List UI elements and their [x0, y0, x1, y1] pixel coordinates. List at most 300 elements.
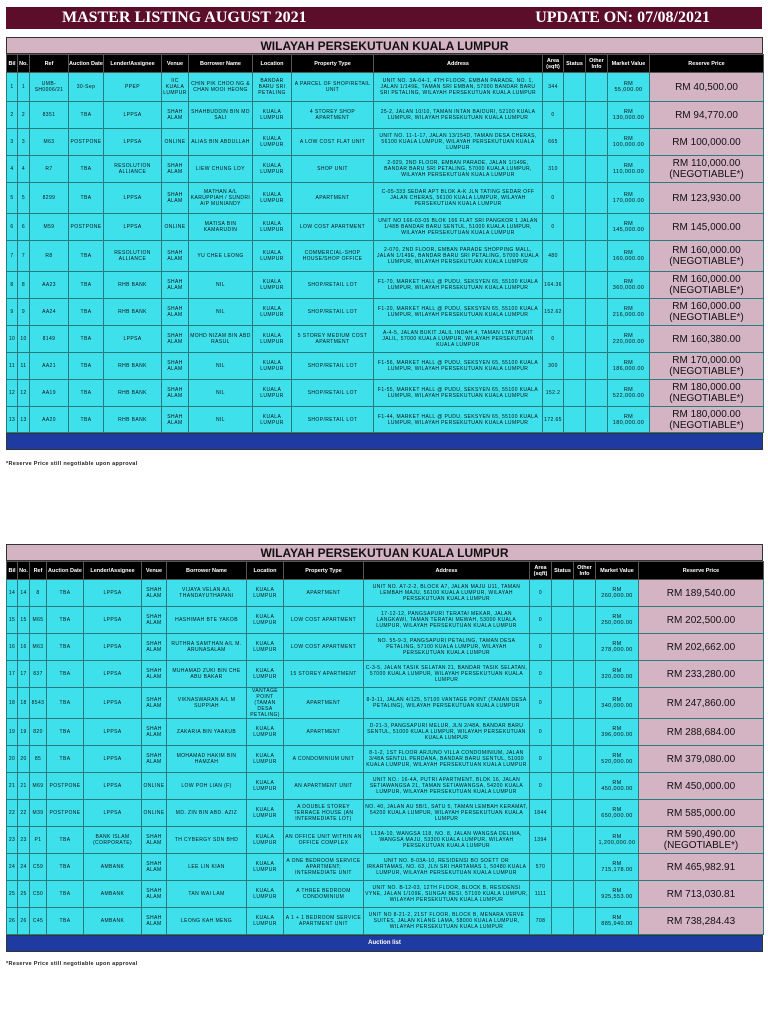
status-cell: [564, 241, 586, 272]
section-title: WILAYAH PERSEKUTUAN KUALA LUMPUR: [6, 544, 763, 561]
borrower-cell: SHAHBUDDIN BIN MD SALI: [189, 102, 253, 129]
table-row: [7, 800, 764, 827]
property-type-cell: A 1 + 1 BEDROOM SERVICE APARTMENT UNIT: [284, 908, 364, 935]
column-header: Address: [364, 562, 530, 580]
other-info-cell: [586, 380, 608, 407]
column-header: Property Type: [284, 562, 364, 580]
lender-cell: RHB BANK: [104, 299, 162, 326]
lender-cell: LPPSA: [104, 214, 162, 241]
borrower-cell: CHIN PIK CHOO NG & CHAN MOOI HEONG: [189, 73, 253, 102]
column-header: Ref: [30, 562, 47, 580]
ref-cell: R7: [30, 156, 69, 183]
table-row: [7, 156, 764, 183]
status-cell: [552, 634, 574, 661]
auction-date-cell: TBA: [69, 407, 104, 433]
column-header: Ref: [30, 55, 69, 73]
column-header: Borrower Name: [189, 55, 253, 73]
table-row: [7, 908, 764, 935]
area-cell: 1394: [530, 827, 552, 854]
venue-cell: SHAH ALAM: [142, 580, 167, 607]
market-value-cell: RM 650,000.00: [596, 800, 639, 827]
venue-cell: ONLINE: [142, 800, 167, 827]
market-value-cell: RM 160,000.00: [608, 241, 650, 272]
no-cell: 8: [18, 272, 30, 299]
venue-cell: ONLINE: [142, 773, 167, 800]
location-cell: KUALA LUMPUR: [247, 580, 284, 607]
property-type-cell: A ONE BEDROOM SERVICE APARTMENT; INTERMEDIATE UNIT: [284, 854, 364, 881]
status-cell: [564, 214, 586, 241]
location-cell: KUALA LUMPUR: [247, 746, 284, 773]
ref-cell: M39: [30, 800, 47, 827]
reserve-price-cell: RM 170,000.00 (NEGOTIABLE*): [650, 353, 764, 380]
other-info-cell: [586, 272, 608, 299]
status-cell: [564, 102, 586, 129]
no-cell: 25: [18, 881, 30, 908]
auction-date-cell: TBA: [69, 156, 104, 183]
area-cell: 152.62: [543, 299, 564, 326]
market-value-cell: RM 180,000.00: [608, 407, 650, 433]
table-row: [7, 746, 764, 773]
reserve-price-note: *Reserve Price still negotiable upon approval: [6, 961, 138, 967]
update-date: UPDATE ON: 07/08/2021: [535, 9, 710, 26]
lender-cell: BANK ISLAM (CORPORATE): [84, 827, 142, 854]
bil-cell: 11: [7, 353, 18, 380]
reserve-price-cell: RM 100,000.00: [650, 129, 764, 156]
venue-cell: SHAH ALAM: [162, 241, 189, 272]
address-cell: 25-2, JALAN 10/10, TAMAN INTAN BAIDURI, 52100 KUALA LUMPUR, WILAYAH PERSEKUTUAN KUALA LUMPUR: [374, 102, 543, 129]
borrower-cell: TH CYBERGY SDN BHD: [167, 827, 247, 854]
location-cell: KUALA LUMPUR: [253, 156, 292, 183]
borrower-cell: NIL: [189, 353, 253, 380]
reserve-price-cell: RM 585,000.00: [639, 800, 764, 827]
table-row: [7, 607, 764, 634]
property-type-cell: SHOP UNIT: [292, 156, 374, 183]
location-cell: KUALA LUMPUR: [247, 908, 284, 935]
property-type-cell: APARTMENT: [284, 719, 364, 746]
column-header: Auction Date: [69, 55, 104, 73]
area-cell: 0: [530, 634, 552, 661]
borrower-cell: LIEW CHUNG LOY: [189, 156, 253, 183]
venue-cell: SHAH ALAM: [162, 380, 189, 407]
area-cell: 0: [530, 688, 552, 719]
ref-cell: AA21: [30, 353, 69, 380]
auction-date-cell: TBA: [69, 299, 104, 326]
bil-cell: 14: [7, 580, 18, 607]
other-info-cell: [586, 299, 608, 326]
table-row: [7, 881, 764, 908]
reserve-price-cell: RM 233,280.00: [639, 661, 764, 688]
market-value-cell: RM 520,000.00: [596, 746, 639, 773]
auction-date-cell: TBA: [69, 353, 104, 380]
address-cell: NO. 55-9-3, PANGSAPURI PETALING, TAMAN DESA PETALING, 57100 KUALA LUMPUR, WILAYAH PERSEKUTUAN KUALA LUMPUR: [364, 634, 530, 661]
market-value-cell: RM 278,000.00: [596, 634, 639, 661]
auction-date-cell: TBA: [47, 580, 84, 607]
property-type-cell: SHOP/RETAIL LOT: [292, 272, 374, 299]
listing-table-1: [6, 54, 764, 433]
borrower-cell: MATISA BIN KAMARUDIN: [189, 214, 253, 241]
venue-cell: SHAH ALAM: [162, 183, 189, 214]
other-info-cell: [574, 634, 596, 661]
section-title: WILAYAH PERSEKUTUAN KUALA LUMPUR: [6, 37, 763, 54]
column-header: Reserve Price: [650, 55, 764, 73]
bil-cell: 2: [7, 102, 18, 129]
other-info-cell: [574, 773, 596, 800]
auction-date-cell: TBA: [47, 881, 84, 908]
property-type-cell: AN APARTMENT UNIT: [284, 773, 364, 800]
ref-cell: AA19: [30, 380, 69, 407]
ref-cell: C45: [30, 908, 47, 935]
no-cell: 24: [18, 854, 30, 881]
borrower-cell: LOW POH LIAN (F): [167, 773, 247, 800]
address-cell: F1-70, MARKET HALL @ PUDU, SEKSYEN 65, 55100 KUALA LUMPUR, WILAYAH PERSEKUTUAN KUALA LUMPUR: [374, 272, 543, 299]
reserve-price-cell: RM 379,080.00: [639, 746, 764, 773]
column-header: Market Value: [596, 562, 639, 580]
table-row: [7, 129, 764, 156]
market-value-cell: RM 1,200,000.00: [596, 827, 639, 854]
market-value-cell: RM 250,000.00: [596, 607, 639, 634]
status-cell: [552, 719, 574, 746]
column-header: Bil: [7, 562, 18, 580]
auction-list-bar: Auction list: [6, 935, 763, 952]
location-cell: VANTAGE POINT (TAMAN DESA PETALING): [247, 688, 284, 719]
address-cell: UNIT NO 166-03-05 BLOK 166 FLAT SRI PANGKOR 1 JALAN 1/48B BANDAR BARU SENTUL, 51000 KUALA LUMPUR, WILAYAH PERSEKUTUAN KUALA LUMPUR: [374, 214, 543, 241]
borrower-cell: ZAKARIA BIN YAAKUB: [167, 719, 247, 746]
column-header: Venue: [142, 562, 167, 580]
no-cell: 11: [18, 353, 30, 380]
area-cell: 0: [543, 102, 564, 129]
status-cell: [552, 661, 574, 688]
reserve-price-cell: RM 202,662.00: [639, 634, 764, 661]
borrower-cell: HASHIMAH BTE YAKOB: [167, 607, 247, 634]
table-row: [7, 102, 764, 129]
location-cell: KUALA LUMPUR: [253, 272, 292, 299]
bil-cell: 17: [7, 661, 18, 688]
no-cell: 6: [18, 214, 30, 241]
other-info-cell: [574, 800, 596, 827]
bil-cell: 7: [7, 241, 18, 272]
market-value-cell: RM 885,940.00: [596, 908, 639, 935]
property-type-cell: 15 STOREY APARTMENT: [284, 661, 364, 688]
table-row: [7, 719, 764, 746]
venue-cell: SHAH ALAM: [162, 156, 189, 183]
bil-cell: 12: [7, 380, 18, 407]
other-info-cell: [574, 607, 596, 634]
venue-cell: SHAH ALAM: [162, 407, 189, 433]
address-cell: F1-55, MARKET HALL @ PUDU, SEKSYEN 65, 55100 KUALA LUMPUR, WILAYAH PERSEKUTUAN KUALA LUMPUR: [374, 380, 543, 407]
address-cell: 2-029, 2ND FLOOR, EMBAN PARADE, JALAN 1/149E, BANDAR BARU SRI PETALING, 57000 KUALA LUMPUR, WILAYAH PERSEKUTUAN KUALA LUMPUR: [374, 156, 543, 183]
lender-cell: RHB BANK: [104, 407, 162, 433]
auction-date-cell: 30-Sep: [69, 73, 104, 102]
other-info-cell: [574, 908, 596, 935]
venue-cell: SHAH ALAM: [162, 353, 189, 380]
property-type-cell: SHOP/RETAIL LOT: [292, 299, 374, 326]
location-cell: KUALA LUMPUR: [247, 607, 284, 634]
column-header: Auction Date: [47, 562, 84, 580]
lender-cell: LPPSA: [104, 183, 162, 214]
market-value-cell: RM 216,000.00: [608, 299, 650, 326]
reserve-price-cell: RM 160,000.00 (NEGOTIABLE*): [650, 241, 764, 272]
venue-cell: SHAH ALAM: [162, 326, 189, 353]
property-type-cell: AN OFFICE UNIT WITHIN AN OFFICE COMPLEX: [284, 827, 364, 854]
venue-cell: SHAH ALAM: [142, 688, 167, 719]
venue-cell: IIC KUALA LUMPUR: [162, 73, 189, 102]
ref-cell: AA24: [30, 299, 69, 326]
no-cell: 5: [18, 183, 30, 214]
ref-cell: C59: [30, 854, 47, 881]
lender-cell: PPEP: [104, 73, 162, 102]
column-header: Lender/Assignee: [84, 562, 142, 580]
table-body-2: [7, 580, 764, 935]
bil-cell: 18: [7, 688, 18, 719]
no-cell: 14: [18, 580, 30, 607]
lender-cell: RESOLUTION ALLIANCE: [104, 241, 162, 272]
bil-cell: 21: [7, 773, 18, 800]
venue-cell: SHAH ALAM: [162, 102, 189, 129]
venue-cell: SHAH ALAM: [142, 881, 167, 908]
venue-cell: ONLINE: [162, 129, 189, 156]
bil-cell: 3: [7, 129, 18, 156]
area-cell: 665: [543, 129, 564, 156]
borrower-cell: MATHAN A/L KARUPPIAH / SUNDRI A/P MUNIANDY: [189, 183, 253, 214]
ref-cell: R8: [30, 241, 69, 272]
borrower-cell: VIJAYA VELAN A/L THANDAYUTHAPANI: [167, 580, 247, 607]
no-cell: 7: [18, 241, 30, 272]
address-cell: UNIT NO. 8-03A-10, RESIDENSI BO SOETT OR IRKARTAMAS, NO. 63, JLN SRI HARTAMAS 1, 50480 KUALA LUMPUR, WILAYAH PERSEKUTUAN KUALA LUMPUR: [364, 854, 530, 881]
address-cell: D-21-3, PANGSAPURI MELUR, JLN 2/48A, BANDAR BARU SENTUL, 51000 KUALA LUMPUR, WILAYAH PERSEKUTUAN KUALA LUMPUR: [364, 719, 530, 746]
lender-cell: LPPSA: [84, 580, 142, 607]
no-cell: 4: [18, 156, 30, 183]
auction-date-cell: TBA: [47, 908, 84, 935]
bil-cell: 19: [7, 719, 18, 746]
property-type-cell: SHOP/RETAIL LOT: [292, 380, 374, 407]
auction-date-cell: TBA: [69, 241, 104, 272]
venue-cell: ONLINE: [162, 214, 189, 241]
address-cell: L13A-10, WANGSA 118, NO. 8, JALAN WANGSA DELIMA, WANGSA MAJU, 53300 KUALA LUMPUR, WILAYAH PERSEKUTUAN KUALA LUMPUR: [364, 827, 530, 854]
column-header: Status: [552, 562, 574, 580]
market-value-cell: RM 186,000.00: [608, 353, 650, 380]
table-row: [7, 353, 764, 380]
reserve-price-cell: RM 160,000.00 (NEGOTIABLE*): [650, 299, 764, 326]
lender-cell: RHB BANK: [104, 272, 162, 299]
auction-date-cell: TBA: [69, 272, 104, 299]
reserve-price-cell: RM 180,000.00 (NEGOTIABLE*): [650, 380, 764, 407]
other-info-cell: [574, 661, 596, 688]
location-cell: KUALA LUMPUR: [247, 881, 284, 908]
market-value-cell: RM 522,000.00: [608, 380, 650, 407]
address-cell: F1-44, MARKET HALL @ PUDU, SEKSYEN 65, 55100 KUALA LUMPUR, WILAYAH PERSEKUTUAN KUALA LUMPUR: [374, 407, 543, 433]
column-header: Other Info: [586, 55, 608, 73]
table-row: [7, 827, 764, 854]
property-type-cell: 5 STOREY MEDIUM COST APARTMENT: [292, 326, 374, 353]
other-info-cell: [586, 183, 608, 214]
ref-cell: UMB-SH0006/21: [30, 73, 69, 102]
address-cell: NO. 40, JALAN AU 5B/1, SATU 5, TAMAN LEMBAH KERAMAT, 54200 KUALA LUMPUR, WILAYAH PERSEKUTUAN KUALA LUMPUR: [364, 800, 530, 827]
status-cell: [552, 580, 574, 607]
market-value-cell: RM 320,000.00: [596, 661, 639, 688]
other-info-cell: [586, 73, 608, 102]
table-row: [7, 380, 764, 407]
status-cell: [564, 407, 586, 433]
table-row: [7, 773, 764, 800]
ref-cell: P1: [30, 827, 47, 854]
lender-cell: AMBANK: [84, 854, 142, 881]
auction-date-cell: TBA: [47, 634, 84, 661]
reserve-price-cell: RM 160,380.00: [650, 326, 764, 353]
area-cell: 0: [530, 607, 552, 634]
borrower-cell: VIKNASWARAN A/L M SUPPIAH: [167, 688, 247, 719]
table-row: [7, 854, 764, 881]
column-header: Market Value: [608, 55, 650, 73]
status-cell: [552, 908, 574, 935]
venue-cell: SHAH ALAM: [142, 854, 167, 881]
address-cell: F1-56, MARKET HALL @ PUDU, SEKSYEN 65, 55100 KUALA LUMPUR, WILAYAH PERSEKUTUAN KUALA LUMPUR: [374, 353, 543, 380]
lender-cell: LPPSA: [84, 661, 142, 688]
area-cell: 0: [530, 746, 552, 773]
reserve-price-cell: RM 40,500.00: [650, 73, 764, 102]
no-cell: 2: [18, 102, 30, 129]
area-cell: 172.65: [543, 407, 564, 433]
area-cell: 0: [530, 719, 552, 746]
reserve-price-cell: RM 145,000.00: [650, 214, 764, 241]
area-cell: 0: [530, 661, 552, 688]
no-cell: 22: [18, 800, 30, 827]
ref-cell: AA20: [30, 407, 69, 433]
location-cell: BANDAR BARU SRI PETALING: [253, 73, 292, 102]
area-cell: 0: [543, 214, 564, 241]
address-cell: C-3-5, JALAN TASIK SELATAN 21, BANDAR TASIK SELATAN, 57000 KUALA LUMPUR, WILAYAH PERSEKUTUAN KUALA LUMPUR: [364, 661, 530, 688]
reserve-price-cell: RM 247,860.00: [639, 688, 764, 719]
address-cell: UNIT NO. 11-1-17, JALAN 13/154D, TAMAN DESA CHERAS, 56100 KUALA LUMPUR, WILAYAH PERSEKUTUAN KUALA LUMPUR: [374, 129, 543, 156]
bil-cell: 8: [7, 272, 18, 299]
lender-cell: AMBANK: [84, 908, 142, 935]
area-cell: 570: [530, 854, 552, 881]
borrower-cell: LEE LIN KIAN: [167, 854, 247, 881]
ref-cell: 85: [30, 746, 47, 773]
lender-cell: RHB BANK: [104, 353, 162, 380]
bil-cell: 1: [7, 73, 18, 102]
reserve-price-cell: RM 590,490.00 (NEGOTIABLE*): [639, 827, 764, 854]
area-cell: 310: [543, 156, 564, 183]
section-footer-bar: [6, 433, 763, 450]
other-info-cell: [574, 580, 596, 607]
address-cell: C-05-333 SEDAR APT BLOK A-K JLN TATING SEDAR OFF JALAN CHERAS, 56100 KUALA LUMPUR, WILAYAH PERSEKUTUAN KUALA LUMPUR: [374, 183, 543, 214]
address-cell: 8-3-11, JALAN 4/125, 57100 VANTAGE POINT (TAMAN DESA PETALING), WILAYAH PERSEKUTUAN KUALA LUMPUR: [364, 688, 530, 719]
ref-cell: M69: [30, 773, 47, 800]
status-cell: [564, 380, 586, 407]
no-cell: 12: [18, 380, 30, 407]
status-cell: [564, 129, 586, 156]
other-info-cell: [574, 854, 596, 881]
listing-section-2: [6, 544, 763, 952]
market-value-cell: RM 360,000.00: [608, 272, 650, 299]
no-cell: 21: [18, 773, 30, 800]
property-type-cell: A DOUBLE STOREY TERRACE HOUSE (AN INTERMEDIATE LOT): [284, 800, 364, 827]
location-cell: KUALA LUMPUR: [253, 353, 292, 380]
no-cell: 15: [18, 607, 30, 634]
table-row: [7, 661, 764, 688]
auction-date-cell: TBA: [47, 854, 84, 881]
ref-cell: 837: [30, 661, 47, 688]
column-header: Lender/Assignee: [104, 55, 162, 73]
lender-cell: LPPSA: [84, 719, 142, 746]
reserve-price-cell: RM 189,540.00: [639, 580, 764, 607]
ref-cell: M65: [30, 607, 47, 634]
market-value-cell: RM 340,000.00: [596, 688, 639, 719]
auction-date-cell: TBA: [47, 688, 84, 719]
venue-cell: SHAH ALAM: [142, 719, 167, 746]
property-type-cell: LOW COST APARTMENT: [292, 214, 374, 241]
column-header: Status: [564, 55, 586, 73]
table-row: [7, 634, 764, 661]
status-cell: [552, 607, 574, 634]
status-cell: [564, 183, 586, 214]
borrower-cell: TAN WAI LAM: [167, 881, 247, 908]
area-cell: 1111: [530, 881, 552, 908]
lender-cell: LPPSA: [104, 129, 162, 156]
property-type-cell: A CONDOMINIUM UNIT: [284, 746, 364, 773]
address-cell: UNIT NO.: 16-4A, PUTRI APARTMENT, BLOK 16, JALAN SETIAWANGSA 21, TAMAN SETIAWANGSA, 54200 KUALA LUMPUR, WILAYAH PERSEKUTUAN KUALA LUMPUR: [364, 773, 530, 800]
property-type-cell: A PARCEL OF SHOP/RETAIL UNIT: [292, 73, 374, 102]
property-type-cell: SHOP/RETAIL LOT: [292, 407, 374, 433]
area-cell: 344: [543, 73, 564, 102]
listing-section-1: [6, 37, 763, 450]
property-type-cell: LOW COST APARTMENT: [284, 607, 364, 634]
reserve-price-cell: RM 450,000.00: [639, 773, 764, 800]
market-value-cell: RM 145,000.00: [608, 214, 650, 241]
location-cell: KUALA LUMPUR: [247, 827, 284, 854]
area-cell: 1844: [530, 800, 552, 827]
column-header: Area (sqft): [530, 562, 552, 580]
other-info-cell: [574, 746, 596, 773]
lender-cell: RHB BANK: [104, 380, 162, 407]
auction-date-cell: TBA: [47, 746, 84, 773]
auction-date-cell: POSTPONE: [47, 773, 84, 800]
auction-date-cell: TBA: [47, 661, 84, 688]
market-value-cell: RM 130,000.00: [608, 102, 650, 129]
borrower-cell: RUTHRA SAMTHAN A/L M. ARUNASALAM: [167, 634, 247, 661]
address-cell: UNIT NO 8-21-2, 21ST FLOOR, BLOCK B, MENARA VERVE SUITES, JALAN KLANG LAMA, 58000 KUALA LUMPUR, WILAYAH PERSEKUTUAN KUALA LUMPUR: [364, 908, 530, 935]
lender-cell: LPPSA: [84, 800, 142, 827]
location-cell: KUALA LUMPUR: [253, 129, 292, 156]
venue-cell: SHAH ALAM: [162, 299, 189, 326]
bil-cell: 10: [7, 326, 18, 353]
other-info-cell: [586, 156, 608, 183]
borrower-cell: NIL: [189, 380, 253, 407]
other-info-cell: [586, 214, 608, 241]
venue-cell: SHAH ALAM: [142, 634, 167, 661]
ref-cell: 820: [30, 719, 47, 746]
ref-cell: C50: [30, 881, 47, 908]
address-cell: UNIT NO. B-12-03, 12TH FLOOR, BLOCK B, RESIDENSI VYNE, JALAN 1/109E, SUNGAI BESI, 57100 KUALA LUMPUR, WILAYAH PERSEKUTUAN KUALA LUMPUR: [364, 881, 530, 908]
table-row: [7, 73, 764, 102]
address-cell: F1-20, MARKET HALL @ PUDU, SEKSYEN 65, 55100 KUALA LUMPUR, WILAYAH PERSEKUTUAN KUALA LUMPUR: [374, 299, 543, 326]
other-info-cell: [574, 827, 596, 854]
location-cell: KUALA LUMPUR: [247, 773, 284, 800]
bil-cell: 25: [7, 881, 18, 908]
area-cell: 0: [543, 183, 564, 214]
no-cell: 20: [18, 746, 30, 773]
property-type-cell: COMMERCIAL-SHOP HOUSE/SHOP OFFICE: [292, 241, 374, 272]
ref-cell: AA23: [30, 272, 69, 299]
market-value-cell: RM 220,000.00: [608, 326, 650, 353]
other-info-cell: [574, 719, 596, 746]
market-value-cell: RM 170,000.00: [608, 183, 650, 214]
area-cell: 0: [543, 326, 564, 353]
table-row: [7, 580, 764, 607]
bil-cell: 26: [7, 908, 18, 935]
column-header: Property Type: [292, 55, 374, 73]
auction-date-cell: TBA: [69, 380, 104, 407]
